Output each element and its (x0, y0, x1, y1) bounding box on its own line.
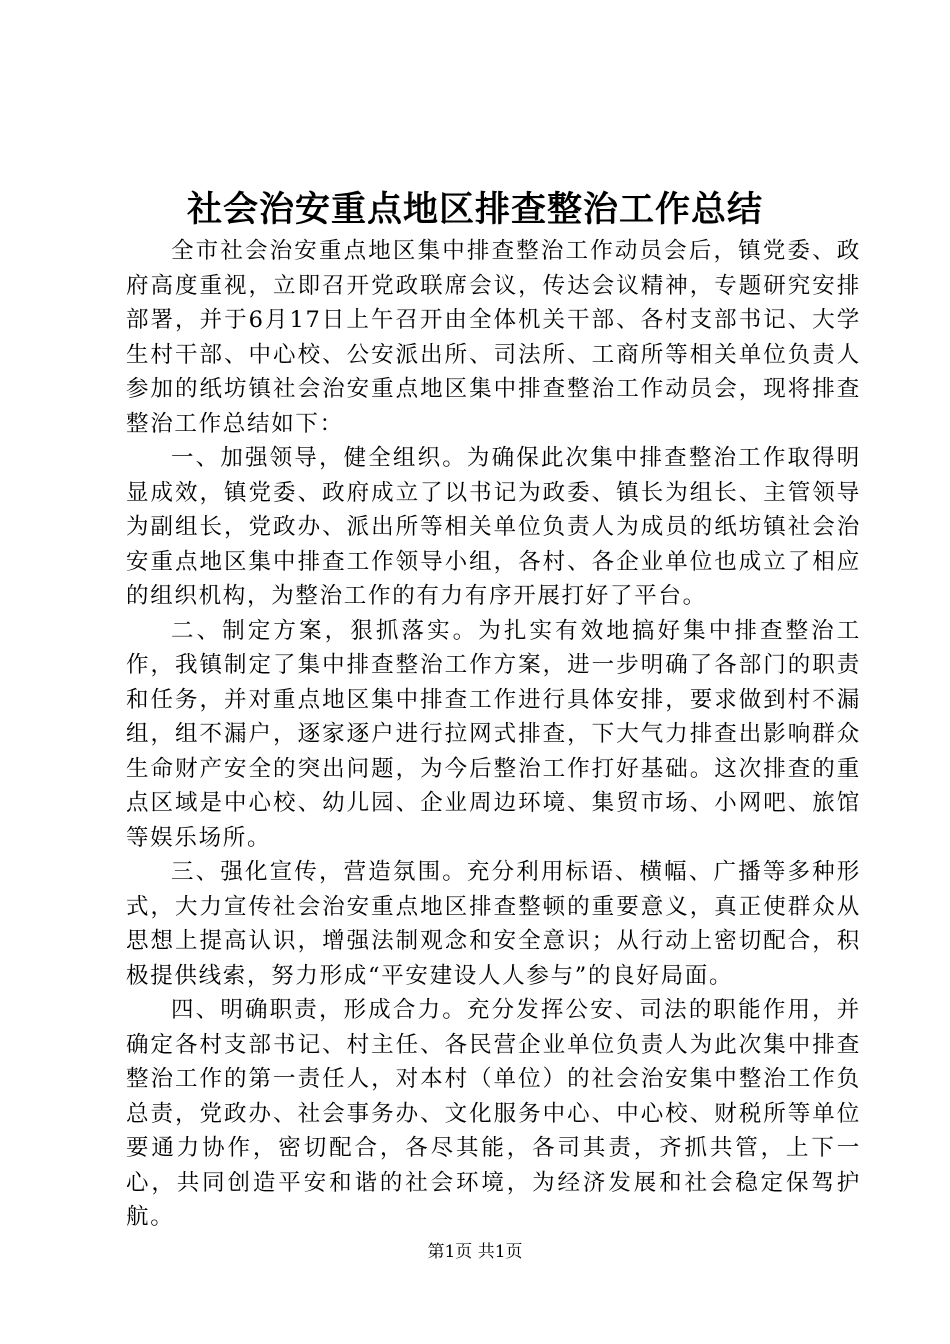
paragraph-section-2: 二、制定方案，狠抓落实。为扎实有效地搞好集中排查整治工作，我镇制定了集中排查整治工作方案，进一步明确了各部门的职责和任务，并对重点地区集中排查工作进行具体安排，要求做到村不漏组，组不漏户，逐家逐户进行拉网式排查，下大气力排查出影响群众生命财产安全的突出问题，为今后整治工作打好基础。这次排查的重点区域是中心校、幼儿园、企业周边环境、集贸市场、小网吧、旅馆等娱乐场所。 (126, 617, 861, 851)
paragraph-section-3: 三、强化宣传，营造氛围。充分利用标语、横幅、广播等多种形式，大力宣传社会治安重点地区排查整顿的重要意义，真正使群众从思想上提高认识，增强法制观念和安全意识；从行动上密切配合，积极提供线索，努力形成“平安建设人人参与”的良好局面。 (126, 859, 861, 989)
document-body (126, 234, 861, 1235)
document-title: 社会治安重点地区排查整治工作总结 (186, 189, 763, 230)
page-number-footer: 第1页 共1页 (427, 1242, 523, 1262)
paragraph-section-1: 一、加强领导，健全组织。为确保此次集中排查整治工作取得明显成效，镇党委、政府成立了以书记为政委、镇长为组长、主管领导为副组长，党政办、派出所等相关单位负责人为成员的纸坊镇社会治安重点地区集中排查工作领导小组，各村、各企业单位也成立了相应的组织机构，为整治工作的有力有序开展打好了平台。 (126, 445, 861, 609)
paragraph-intro: 全市社会治安重点地区集中排查整治工作动员会后，镇党委、政府高度重视，立即召开党政联席会议，传达会议精神，专题研究安排部署，并于6月17日上午召开由全体机关干部、各村支部书记、大学生村干部、中心校、公安派出所、司法所、工商所等相关单位负责人参加的纸坊镇社会治安重点地区集中排查整治工作动员会，现将排查整治工作总结如下： (126, 238, 861, 437)
paragraph-section-4: 四、明确职责，形成合力。充分发挥公安、司法的职能作用，并确定各村支部书记、村主任、各民营企业单位负责人为此次集中排查整治工作的第一责任人，对本村（单位）的社会治安集中整治工作负总责，党政办、社会事务办、文化服务中心、中心校、财税所等单位要通力协作，密切配合，各尽其能，各司其责，齐抓共管，上下一心，共同创造平安和谐的社会环境，为经济发展和社会稳定保驾护航。 (126, 997, 861, 1230)
